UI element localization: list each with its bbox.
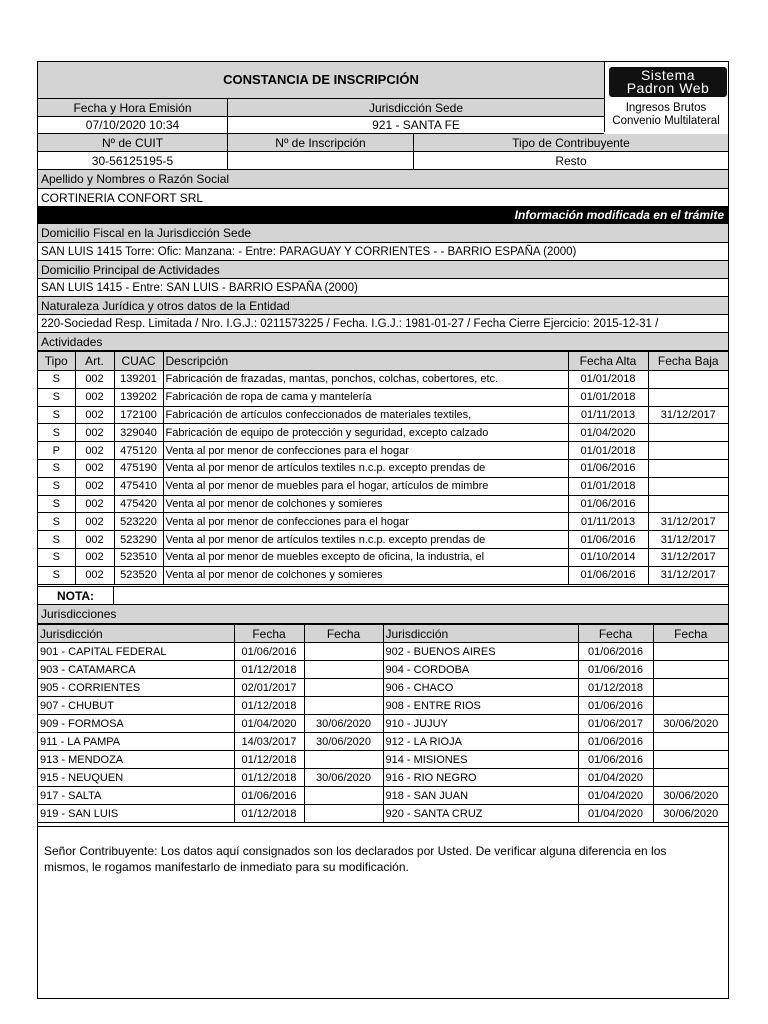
actividad-cell: 01/06/2016 [568,531,648,549]
jurisdiccion-cell: 01/04/2020 [578,787,653,805]
jurisdiccion-cell: 01/06/2017 [578,715,653,733]
jurisdiccion-cell [304,751,383,769]
actividad-cell: S [38,548,75,566]
actividad-cell: Fabricación de ropa de cama y mantelería [163,388,568,406]
actividad-cell: 002 [75,513,114,531]
jurisdiccion-cell: 915 - NEUQUEN [38,769,234,787]
jurisdicciones-header-cell: Jurisdicción [383,625,578,643]
actividad-row [38,371,728,389]
actividades-header-cell: Tipo [38,352,75,371]
actividad-cell [648,459,728,477]
actividad-cell: 002 [75,531,114,549]
actividad-row [38,495,728,513]
actividad-cell: 523290 [114,531,163,549]
actividad-row [38,513,728,531]
actividad-cell: 002 [75,371,114,389]
footer-disclaimer: Señor Contribuyente: Los datos aquí consignados son los declarados por Usted. De verificar alguna diferencia en los mismos, le rogamos manifestarlo de inmediato para su modificación. [44,844,667,874]
document-title: CONSTANCIA DE INSCRIPCIÓN [223,72,419,87]
domicilio-principal-label: Domicilio Principal de Actividades [41,262,220,277]
jurisdiccion-cell: 14/03/2017 [234,733,304,751]
jurisdiccion-row [38,715,728,733]
jurisdiccion-cell: 01/06/2016 [234,787,304,805]
jurisdiccion-cell: 902 - BUENOS AIRES [383,643,578,661]
actividad-cell: 002 [75,548,114,566]
jurisdiccion-cell: 01/12/2018 [234,697,304,715]
cuit-value: 30-56125195-5 [38,152,228,169]
info-modificada-label: Información modificada en el trámite [514,208,724,222]
jurisdiccion-cell: 01/06/2016 [234,643,304,661]
jurisdiccion-cell: 01/12/2018 [234,661,304,679]
domicilio-fiscal-label: Domicilio Fiscal en la Jurisdicción Sede [41,226,252,240]
jurisdiccion-cell [653,769,728,787]
naturaleza-value: 220-Sociedad Resp. Limitada / Nro. I.G.J.: 0211573225 / Fecha. I.G.J.: 1981-01-27 / Fecha Cierre Ejercicio: 2015-12-31 / [41,317,659,330]
actividad-cell: Fabricación de artículos confeccionados de materiales textiles, [163,406,568,424]
jurisdiccion-cell: 904 - CORDOBA [383,661,578,679]
jurisdiccion-cell: 918 - SAN JUAN [383,787,578,805]
jurisdicciones-label-row [38,605,728,624]
actividad-cell: 01/01/2018 [568,442,648,460]
naturaleza-label: Naturaleza Jurídica y otros datos de la Entidad [41,298,290,313]
jurisdiccion-row [38,679,728,697]
jurisdicciones-header-cell: Fecha [304,625,383,643]
emission-labels-row [38,99,604,117]
actividad-row [38,459,728,477]
actividad-cell: Venta al por menor de muebles excepto de oficina, la industria, el [163,548,568,566]
actividad-cell: 01/01/2018 [568,371,648,389]
jurisdiccion-row [38,733,728,751]
actividad-cell: Venta al por menor de artículos textiles n.c.p. excepto prendas de [163,531,568,549]
actividad-cell: S [38,566,75,584]
actividad-cell: 01/06/2016 [568,566,648,584]
jurisdiccion-cell [653,643,728,661]
actividad-cell: 002 [75,388,114,406]
constancia-document [37,61,729,999]
actividad-cell: 31/12/2017 [648,531,728,549]
domicilio-fiscal-label-row [38,224,728,243]
actividades-header-row [38,352,728,371]
actividad-cell: 01/11/2013 [568,406,648,424]
tipo-contribuyente-value: Resto [555,153,587,168]
jurisdiccion-cell: 916 - RIO NEGRO [383,769,578,787]
jurisdicciones-label: Jurisdicciones [41,607,117,621]
jurisdicciones-table [38,624,728,823]
inscripcion-value [228,152,414,169]
actividad-row [38,388,728,406]
jurisdiccion-cell: 910 - JUJUY [383,715,578,733]
jurisdiccion-cell: 01/06/2016 [578,661,653,679]
jurisdicciones-header-cell: Fecha [234,625,304,643]
actividad-cell: 002 [75,406,114,424]
jurisdiccion-cell: 01/06/2016 [578,733,653,751]
jurisdiccion-cell: 909 - FORMOSA [38,715,234,733]
fecha-hora-label: Fecha y Hora Emisión [38,99,228,116]
actividad-cell: S [38,495,75,513]
actividad-cell: P [38,442,75,460]
actividad-cell: 01/04/2020 [568,424,648,442]
jurisdiccion-cell [304,697,383,715]
jurisdiccion-cell: 920 - SANTA CRUZ [383,805,578,823]
actividad-cell: S [38,513,75,531]
jurisdiccion-cell: 30/06/2020 [653,805,728,823]
fecha-hora-value: 07/10/2020 10:34 [38,117,228,133]
actividad-row [38,477,728,495]
jurisdiccion-cell: 905 - CORRIENTES [38,679,234,697]
jurisdiccion-cell: 02/01/2017 [234,679,304,697]
actividad-cell: S [38,459,75,477]
jurisdiccion-cell: 903 - CATAMARCA [38,661,234,679]
jurisdiccion-cell: 01/04/2020 [234,715,304,733]
jurisdicciones-header-cell: Fecha [653,625,728,643]
domicilio-fiscal-value-row [38,243,728,261]
actividad-cell: 002 [75,459,114,477]
actividad-cell: 002 [75,424,114,442]
jurisdiccion-cell: 913 - MENDOZA [38,751,234,769]
jurisdiccion-cell: 01/06/2016 [578,697,653,715]
naturaleza-label-row [38,297,728,315]
actividad-cell: Venta al por menor de confecciones para el hogar [163,442,568,460]
jurisdiccion-cell: 01/12/2018 [234,769,304,787]
nota-label: NOTA: [38,587,114,604]
domicilio-principal-value-row [38,279,728,297]
jurisdiccion-cell: 30/06/2020 [653,787,728,805]
naturaleza-value-row [38,315,728,333]
actividad-cell: 523510 [114,548,163,566]
domicilio-fiscal-value: SAN LUIS 1415 Torre: Ofic: Manzana: - Entre: PARAGUAY Y CORRIENTES - - BARRIO ESPAÑA (2000) [41,245,577,258]
actividad-cell [648,442,728,460]
jurisdiccion-cell: 906 - CHACO [383,679,578,697]
jurisdiccion-cell: 01/12/2018 [578,679,653,697]
logo-subtitle: Ingresos Brutos Convenio Multilateral [612,102,720,127]
nota-row [38,586,728,605]
actividad-cell: 31/12/2017 [648,406,728,424]
jurisdiccion-sede-label: Jurisdicción Sede [368,100,464,115]
actividad-row [38,424,728,442]
jurisdiccion-cell [653,661,728,679]
jurisdiccion-cell: 912 - LA RIOJA [383,733,578,751]
actividad-cell: 002 [75,495,114,513]
actividad-cell: S [38,388,75,406]
jurisdiccion-row [38,769,728,787]
jurisdiccion-cell: 01/06/2016 [578,643,653,661]
actividad-cell: Venta al por menor de muebles para el hogar, artículos de mimbre [163,477,568,495]
jurisdiccion-row [38,751,728,769]
actividad-cell [648,424,728,442]
actividad-cell: S [38,371,75,389]
cuit-labels-row [38,134,728,152]
actividad-cell: 002 [75,566,114,584]
jurisdiccion-cell [653,679,728,697]
actividades-header-cell: CUAC [114,352,163,371]
jurisdiccion-cell [304,643,383,661]
inscripcion-label: Nº de Inscripción [228,134,414,151]
jurisdicciones-header-cell: Jurisdicción [38,625,234,643]
jurisdiccion-row [38,787,728,805]
jurisdiccion-row [38,805,728,823]
jurisdiccion-cell: 30/06/2020 [304,715,383,733]
razon-social-label: Apellido y Nombres o Razón Social [41,172,230,186]
jurisdiccion-cell: 901 - CAPITAL FEDERAL [38,643,234,661]
razon-social-value-row [38,189,728,207]
emission-values-row [38,117,604,134]
jurisdiccion-cell: 30/06/2020 [304,733,383,751]
logo-area [604,62,728,132]
actividad-row [38,548,728,566]
actividades-header-cell: Descripción [163,352,568,371]
actividad-cell [648,477,728,495]
actividades-header-cell: Fecha Baja [648,352,728,371]
actividad-cell: 01/06/2016 [568,459,648,477]
actividad-cell: S [38,406,75,424]
actividad-cell: Fabricación de equipo de protección y seguridad, excepto calzado [163,424,568,442]
actividad-cell: 172100 [114,406,163,424]
actividad-cell: S [38,531,75,549]
jurisdiccion-cell: 30/06/2020 [653,715,728,733]
actividad-cell: 475120 [114,442,163,460]
jurisdiccion-cell: 01/12/2018 [234,805,304,823]
actividad-row [38,406,728,424]
actividad-cell: Venta al por menor de colchones y somieres [163,566,568,584]
actividades-label-row [38,333,728,351]
actividad-cell: 01/01/2018 [568,388,648,406]
actividad-cell: 139202 [114,388,163,406]
jurisdiccion-row [38,661,728,679]
jurisdiccion-cell: 919 - SAN LUIS [38,805,234,823]
actividad-row [38,531,728,549]
actividades-label: Actividades [41,334,103,349]
actividad-cell: 475420 [114,495,163,513]
actividad-cell: 329040 [114,424,163,442]
domicilio-principal-label-row [38,261,728,279]
jurisdiccion-cell: 30/06/2020 [304,769,383,787]
actividad-cell: 475190 [114,459,163,477]
jurisdiccion-cell [304,787,383,805]
jurisdiccion-row [38,643,728,661]
actividad-cell: 01/10/2014 [568,548,648,566]
jurisdiccion-cell: 914 - MISIONES [383,751,578,769]
info-modificada-bar [38,207,728,224]
jurisdiccion-cell: 01/06/2016 [578,751,653,769]
actividad-cell: Venta al por menor de colchones y somieres [163,495,568,513]
actividad-cell: 01/01/2018 [568,477,648,495]
actividad-cell [648,388,728,406]
jurisdiccion-cell: 01/04/2020 [578,769,653,787]
jurisdiccion-cell: 01/04/2020 [578,805,653,823]
actividad-cell: 475410 [114,477,163,495]
jurisdicciones-header-cell: Fecha [578,625,653,643]
jurisdiccion-cell: 01/12/2018 [234,751,304,769]
actividad-cell: Venta al por menor de confecciones para el hogar [163,513,568,531]
jurisdiccion-cell [653,697,728,715]
actividades-table [38,351,728,585]
razon-social-value: CORTINERIA CONFORT SRL [41,190,204,205]
cuit-values-row [38,152,728,170]
actividad-cell: S [38,424,75,442]
actividad-cell: 31/12/2017 [648,566,728,584]
jurisdiccion-cell [653,733,728,751]
actividad-cell: 139201 [114,371,163,389]
jurisdiccion-cell: 911 - LA PAMPA [38,733,234,751]
tipo-contribuyente-label: Tipo de Contribuyente [512,135,630,150]
jurisdiccion-sede-value: 921 - SANTA FE [372,118,460,132]
actividad-cell: 01/06/2016 [568,495,648,513]
actividad-cell: Venta al por menor de artículos textiles n.c.p. excepto prendas de [163,459,568,477]
jurisdiccion-cell [304,679,383,697]
jurisdiccion-cell [304,661,383,679]
actividad-cell: S [38,477,75,495]
jurisdiccion-row [38,697,728,715]
actividad-cell: 002 [75,442,114,460]
jurisdicciones-header-row [38,625,728,643]
actividad-cell [648,495,728,513]
jurisdiccion-cell: 908 - ENTRE RIOS [383,697,578,715]
actividad-cell: 523220 [114,513,163,531]
actividad-row [38,442,728,460]
cuit-label: Nº de CUIT [38,134,228,151]
actividad-cell [648,371,728,389]
actividad-cell: 31/12/2017 [648,513,728,531]
jurisdiccion-cell [653,751,728,769]
jurisdiccion-cell: 907 - CHUBUT [38,697,234,715]
actividad-cell: 01/11/2013 [568,513,648,531]
divider [38,826,728,827]
actividad-cell: 31/12/2017 [648,548,728,566]
actividades-header-cell: Art. [75,352,114,371]
sistema-padron-web-logo: Sistema Padron Web [609,67,727,97]
actividad-cell: Fabricación de frazadas, mantas, ponchos, colchas, cobertores, etc. [163,371,568,389]
jurisdiccion-cell [304,805,383,823]
domicilio-principal-value: SAN LUIS 1415 - Entre: SAN LUIS - BARRIO ESPAÑA (2000) [41,281,358,294]
actividad-cell: 002 [75,477,114,495]
actividad-cell: 523520 [114,566,163,584]
razon-social-label-row [38,170,728,189]
jurisdiccion-cell: 917 - SALTA [38,787,234,805]
actividades-header-cell: Fecha Alta [568,352,648,371]
actividad-row [38,566,728,584]
